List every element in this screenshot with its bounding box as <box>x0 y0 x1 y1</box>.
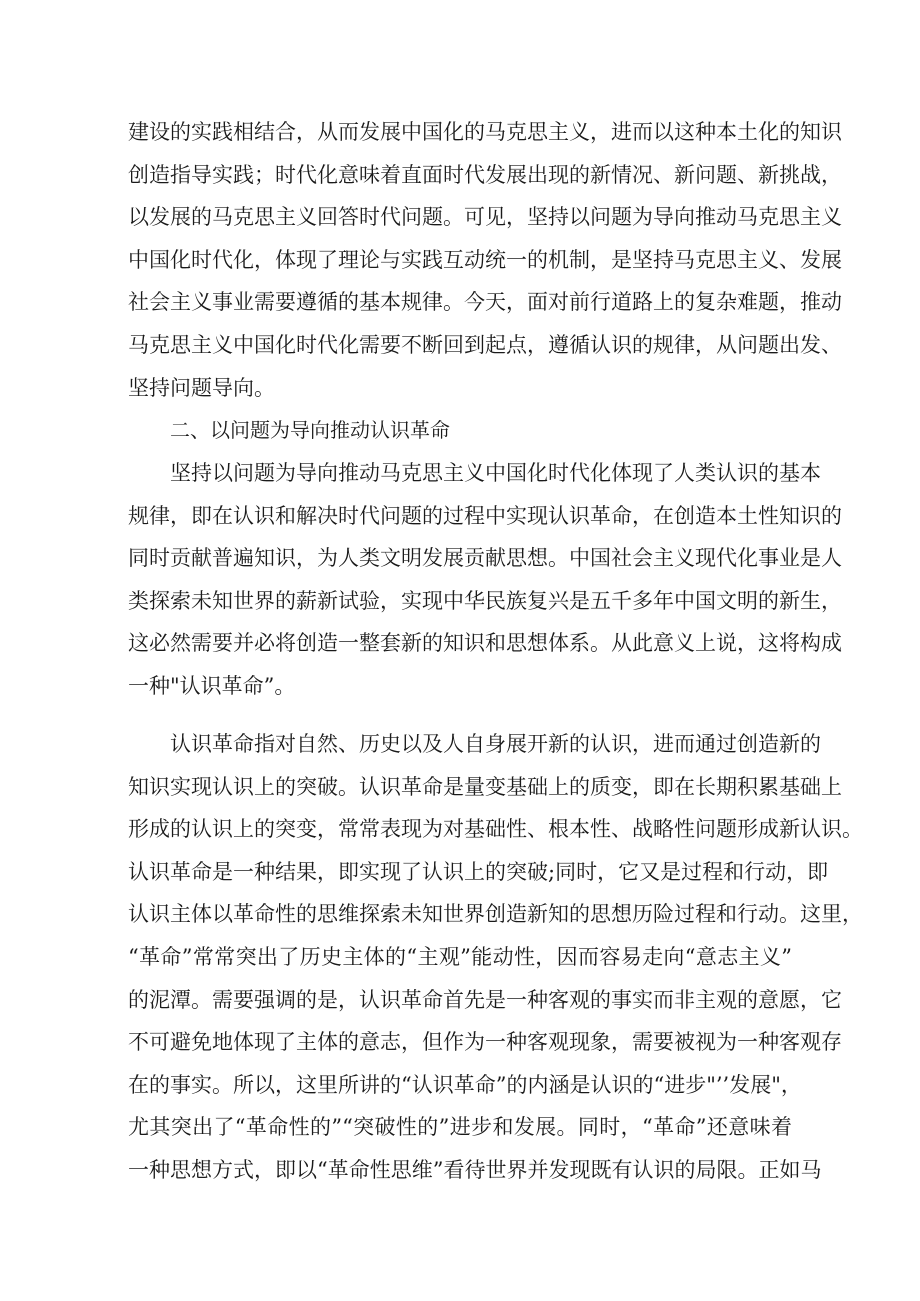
paragraph-line: 认识革命是一种结果，即实现了认识上的突破;同时，它又是过程和行动，即 <box>128 859 829 884</box>
paragraph-line: 知识实现认识上的突破。认识革命是量变基础上的质变，即在长期积累基础上 <box>128 774 842 799</box>
paragraph-line: 同时贡献普遍知识，为人类文明发展贡献思想。中国社会主义现代化事业是人 <box>128 546 842 571</box>
paragraph-line: 认识主体以革命性的思维探索未知世界创造新知的思想历险过程和行动。这里， <box>128 902 863 927</box>
paragraph-line: 不可避免地体现了主体的意志，但作为一种客观现象，需要被视为一种客观存 <box>128 1030 842 1055</box>
paragraph-line: 建设的实践相结合，从而发展中国化的马克思主义，进而以这种本土化的知识 <box>128 120 842 144</box>
paragraph-line: 以发展的马克思主义回答时代问题。可见，坚持以问题为导向推动马克思主义 <box>128 205 842 230</box>
paragraph-line: 的泥潭。需要强调的是，认识革命首先是一种客观的事实而非主观的意愿，它 <box>128 987 842 1012</box>
paragraph-line: 尤其突出了“革命性的”“突破性的”进步和发展。同时，“革命”还意味着 <box>128 1115 792 1140</box>
paragraph-line: 坚持问题导向。 <box>128 375 275 400</box>
paragraph-line: 社会主义事业需要遵循的基本规律。今天，面对前行道路上的复杂难题，推动 <box>128 290 842 315</box>
paragraph-line: 创造指导实践；时代化意味着直面时代发展出现的新情况、新问题、新挑战， <box>128 162 842 187</box>
paragraph-line: 形成的认识上的突变，常常表现为对基础性、根本性、战略性问题形成新认识。 <box>128 817 863 842</box>
paragraph-line: “革命”常常突出了历史主体的“主观”能动性，因而容易走向“意志主义” <box>128 944 792 969</box>
paragraph-line: 规律，即在认识和解决时代问题的过程中实现认识革命，在创造本土性知识的 <box>128 503 842 528</box>
paragraph-line: 这必然需要并必将创造一整套新的知识和思想体系。从此意义上说，这将构成 <box>128 631 842 656</box>
paragraph-3 <box>128 723 863 1192</box>
paragraph-line: 坚持以问题为导向推动马克思主义中国化时代化体现了人类认识的基本 <box>170 461 821 485</box>
paragraph-line: 认识革命指对自然、历史以及人自身展开新的认识，进而通过创造新的 <box>170 732 821 756</box>
section-heading: 二、以问题为导向推动认识革命 <box>170 418 450 442</box>
paragraph-line: 中国化时代化，体现了理论与实践互动统一的机制，是坚持马克思主义、发展 <box>128 247 842 272</box>
paragraph-line: 马克思主义中国化时代化需要不断回到起点，遵循认识的规律，从问题出发、 <box>128 332 842 357</box>
paragraph-line: 在的事实。所以，这里所讲的“认识革命”的内涵是认识的“进步"’’发展"， <box>128 1072 802 1097</box>
paragraph-1 <box>128 111 842 409</box>
paragraph-line: 类探索未知世界的薪新试验，实现中华民族复兴是五千多年中国文明的新生， <box>128 588 842 613</box>
paragraph-2 <box>128 452 842 708</box>
paragraph-line: 一种"认识革命”。 <box>128 673 296 698</box>
paragraph-line: 一种思想方式，即以“革命性思维”看待世界并发现既有认识的局限。正如马 <box>128 1157 822 1182</box>
